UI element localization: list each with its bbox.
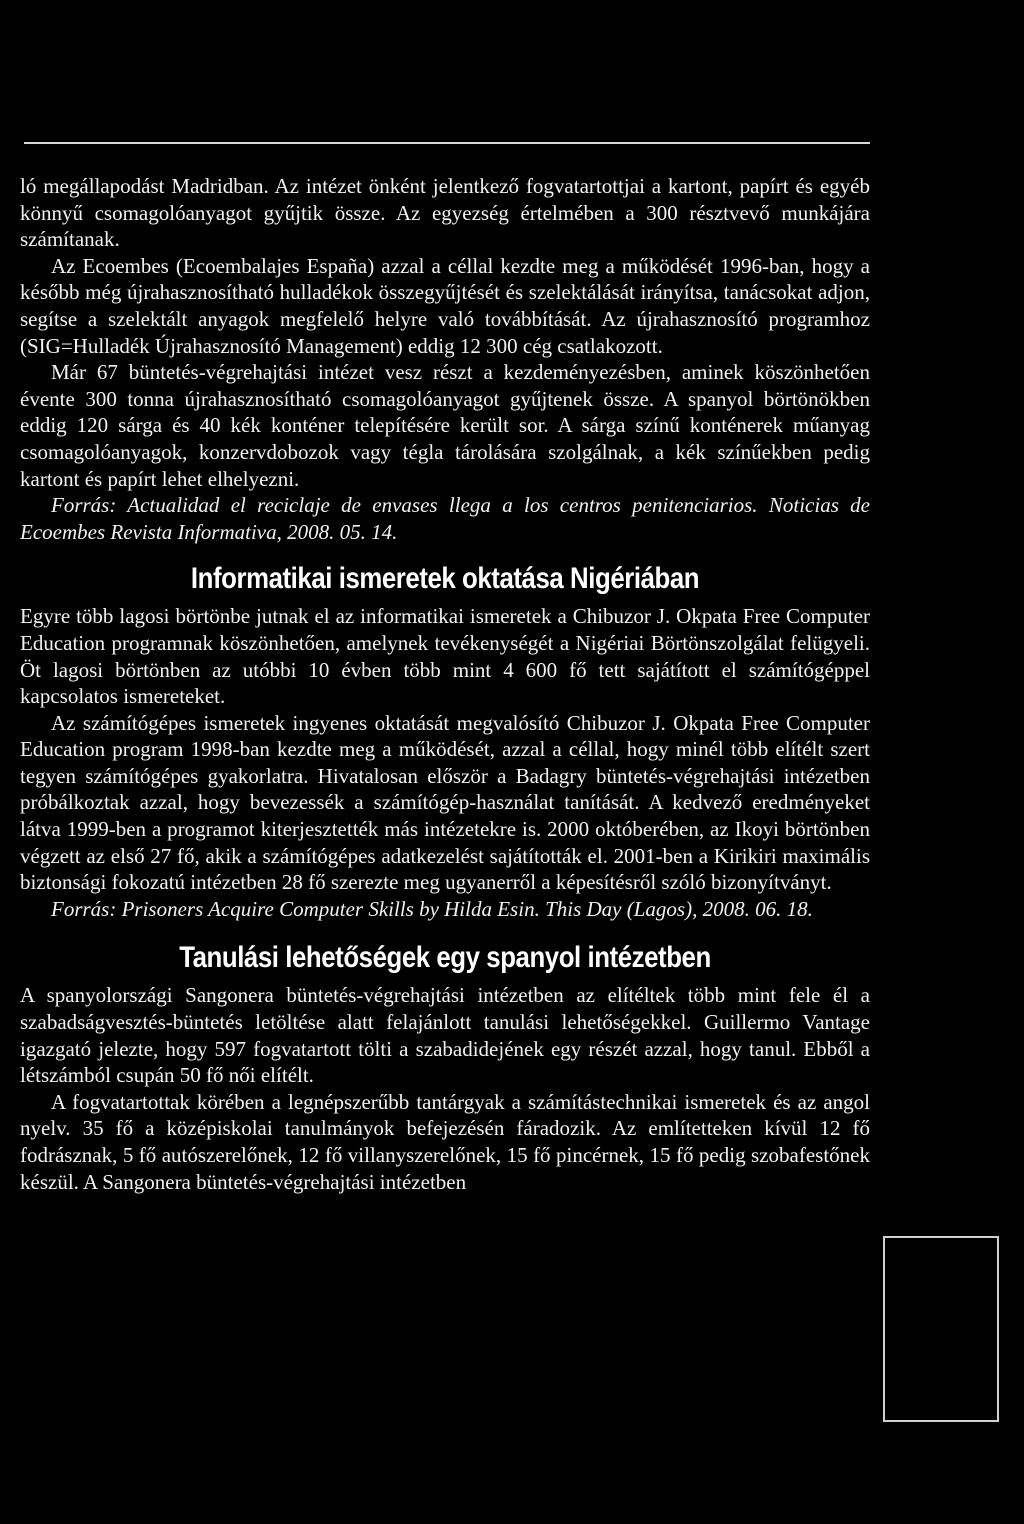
paragraph-spain-intro: A spanyolországi Sangonera büntetés-végrehajtási intézetben az elítéltek több mint fele él a szabadságvesztés-büntetés letöltése alatt felajánlott tanulási lehetőségekkel. Guillermo Vantage igazgató jelezte, hogy 597 fogvatartott tölti a szabadidejének egy részét azzal, hogy tanul. Ebből a létszámból csupán 50 fő női elítélt. bbox=[20, 983, 870, 1088]
side-box bbox=[883, 1236, 999, 1422]
top-rule bbox=[24, 142, 870, 144]
paragraph-containers: Már 67 büntetés-végrehajtási intézet vesz részt a kezdeményezésben, aminek köszönhetően évente 300 tonna újrahasznosítható csomagolóanyagot gyűjtenek össze. A spanyol börtönökben eddig 120 sárga és 40 kék konténer telepítésére került sor. A sárga színű konténerek műanyag csomagolóanyagok, konzervdobozok vagy tégla tárolására szolgálnak, a kék színűekben pedig kartont és papírt lehet elhelyezni. bbox=[20, 360, 870, 491]
paragraph-ecoembes: Az Ecoembes (Ecoembalajes España) azzal a céllal kezdte meg a működését 1996-ban, hogy a később még újrahasznosítható hulladékok összegyűjtését és szelektálását irányítsa, tanácsokat adjon, segítse a szelektált anyagok megfelelő helyre való továbbítását. Az újrahasznosító programhoz (SIG=Hulladék Újrahasznosító Management) eddig 12 300 cég csatlakozott. bbox=[20, 253, 870, 358]
heading-nigeria: Informatikai ismeretek oktatása Nigériában bbox=[190, 562, 700, 596]
source-citation-2: Forrás: Prisoners Acquire Computer Skills by Hilda Esin. This Day (Lagos), 2008. 06. 18. bbox=[51, 896, 813, 921]
text-column bbox=[20, 173, 870, 1195]
paragraph-nigeria-intro: Egyre több lagosi börtönbe jutnak el az informatikai ismeretek a Chibuzor J. Okpata Free Computer Education programnak köszönhetően, amelynek tevékenységét a Nigériai Börtönszolgálat felügyeli. Öt lagosi börtönben az utóbbi 10 évben több mint 4 600 fő tett sajátított el számítógéppel kapcsolatos ismereteket. bbox=[20, 604, 870, 709]
paragraph-continuation: ló megállapodást Madridban. Az intézet önként jelentkező fogvatartottjai a kartont, papírt és egyéb könnyű csomagolóanyagot gyűjtik össze. Az egyezség értelmében a 300 résztvevő munkájára számítanak. bbox=[20, 174, 870, 252]
source-citation-1: Forrás: Actualidad el reciclaje de envases llega a los centros penitenciarios. Noticias de Ecoembes Revista Informativa, 2008. 05. 14. bbox=[20, 493, 870, 544]
paragraph-spain-subjects: A fogvatartottak körében a legnépszerűbb tantárgyak a számítástechnikai ismeretek és az angol nyelv. 35 fő a középiskolai tanulmányok befejezésén fáradozik. Az említetteken kívül 12 fő fodrásznak, 5 fő autószerelőnek, 12 fő villanyszerelőnek, 15 fő pincérnek, 15 fő pedig szobafestőnek készül. A Sangonera büntetés-végrehajtási intézetben bbox=[20, 1089, 870, 1194]
paragraph-nigeria-history: Az számítógépes ismeretek ingyenes oktatását megvalósító Chibuzor J. Okpata Free Computer Education program 1998-ban kezdte meg a működését, azzal a céllal, hogy minél több elítélt szert tegyen számítógépes gyakorlatra. Hivatalosan először a Badagry büntetés-végrehajtási intézetben próbálkoztak azzal, hogy bevezessék a számítógép-használat tanítását. A kedvező eredményeket látva 1999-ben a programot kiterjesztették más intézetekre is. 2000 októberében, az Ikoyi börtönben végzett az első 27 fő, akik a számítógépes adatkezelést sajátították el. 2001-ben a Kirikiri maximális biztonsági fokozatú intézetben 28 fő szerezte meg ugyanerről a képesítésről szóló bizonyítványt. bbox=[20, 710, 870, 895]
heading-spain: Tanulási lehetőségek egy spanyol intézetben bbox=[179, 941, 711, 975]
